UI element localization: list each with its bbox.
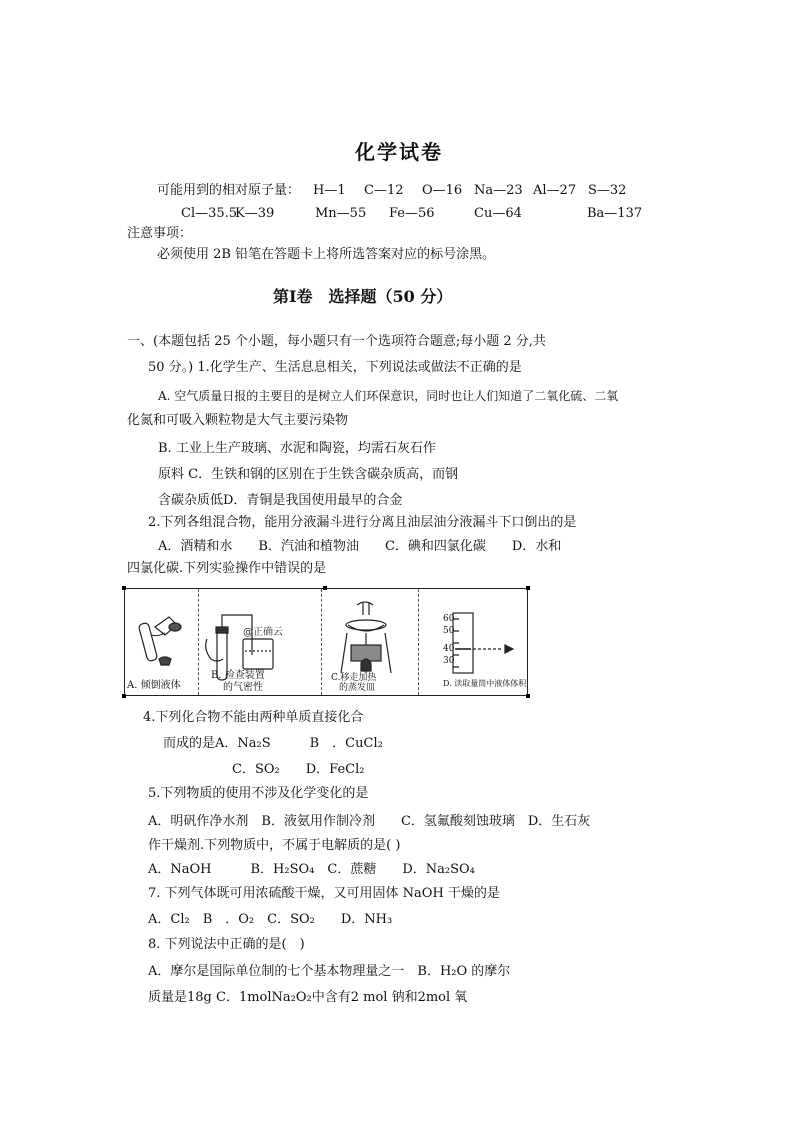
mass-cu: Cu—64 xyxy=(474,206,522,221)
mass-fe: Fe—56 xyxy=(389,206,435,221)
q1-option-a-cont: 化氮和可吸入颗粒物是大气主要污染物 xyxy=(127,413,349,428)
caption-a: A. 倾倒液体 xyxy=(127,680,181,691)
cylinder-tick-30: 30 xyxy=(443,656,455,666)
caption-b1: B. 检查装置 xyxy=(211,670,265,681)
q4-options: C．SO₂ D．FeCl₂ xyxy=(232,762,365,777)
caption-d: D. 读取量筒中液体体积 xyxy=(443,679,527,688)
caption-c1: C.移走加热 xyxy=(331,673,377,683)
mass-o: O—16 xyxy=(422,183,463,198)
caption-b2: 的气密性 xyxy=(223,682,263,693)
caption-c2: 的蒸发皿 xyxy=(339,683,376,693)
cylinder-tick-40: 40 xyxy=(443,644,455,654)
q2-stem: 2.下列各组混合物，能用分液漏斗进行分离且油层油分液漏斗下口倒出的是 xyxy=(148,515,577,530)
experiment-figure xyxy=(124,588,528,696)
notes-text: 必须使用 2B 铅笔在答题卡上将所选答案对应的标号涂黑。 xyxy=(157,247,496,262)
mass-mn: Mn—55 xyxy=(315,206,367,221)
mass-ba: Ba—137 xyxy=(587,206,643,221)
notes-heading: 注意事项： xyxy=(127,226,193,241)
mass-al: Al—27 xyxy=(533,183,577,198)
q4-stem-cont: 而成的是A．Na₂S B ．CuCl₂ xyxy=(163,736,383,751)
mass-s: S—32 xyxy=(588,183,627,198)
cylinder-tick-50: 50 xyxy=(443,626,455,636)
q1-option-a: A. 空气质量日报的主要目的是树立人们环保意识，同时也让人们知道了二氧化硫、二氧 xyxy=(158,389,619,403)
q2-options: A．酒精和水 B．汽油和植物油 C．碘和四氯化碳 D．水和 xyxy=(158,539,562,554)
instruction-line: 一、(本题包括 25 个小题，每小题只有一个选项符合题意;每小题 2 分,共 xyxy=(127,334,546,349)
q5-stem: 5.下列物质的使用不涉及化学变化的是 xyxy=(148,786,369,801)
pouring-liquid-diagram xyxy=(138,617,181,665)
q5-options: A．明矾作净水剂 B．液氨用作制冷剂 C．氢氟酸刻蚀玻璃 D．生石灰 xyxy=(148,814,591,829)
q8-line2: 质量是18g C．1molNa₂O₂中含有2 mol 钠和2mol 氧 xyxy=(148,990,468,1005)
q6-options: A．NaOH B．H₂SO₄ C．蔗糖 D．Na₂SO₄ xyxy=(148,862,475,877)
q7-stem: 7. 下列气体既可用浓硫酸干燥，又可用固体 NaOH 干燥的是 xyxy=(148,886,500,901)
q1-option-d: 含碳杂质低D．青铜是我国使用最早的合金 xyxy=(158,493,403,508)
q1-option-b: B. 工业上生产玻璃、水泥和陶瓷，均需石灰石作 xyxy=(158,441,436,456)
q6-stem: 作干燥剂.下列物质中，不属于电解质的是( ) xyxy=(148,838,401,853)
atomic-masses-label: 可能用到的相对原子量： xyxy=(157,183,301,198)
section-title: 第Ⅰ卷 选择题（50 分） xyxy=(273,287,453,306)
q8-stem: 8. 下列说法中正确的是( ) xyxy=(148,937,305,952)
mass-cl: Cl—35.5 xyxy=(181,206,238,221)
evaporating-dish-diagram xyxy=(341,602,391,673)
q7-options: A．Cl₂ B ．O₂ C．SO₂ D．NH₃ xyxy=(148,912,393,927)
page-title: 化学试卷 xyxy=(355,140,443,164)
mass-na: Na—23 xyxy=(474,183,523,198)
mass-k: K—39 xyxy=(235,206,275,221)
q1-stem: 50 分。) 1.化学生产、生活息息相关，下列说法或做法不正确的是 xyxy=(148,360,522,375)
measuring-cylinder-diagram xyxy=(453,613,513,673)
q4-stem: 4.下列化合物不能由两种单质直接化合 xyxy=(143,710,364,725)
q8-line1: A．摩尔是国际单位制的七个基本物理量之一 B．H₂O 的摩尔 xyxy=(148,964,511,979)
mass-c: C—12 xyxy=(364,183,404,198)
q1-option-c: 原料 C．生铁和钢的区别在于生铁含碳杂质高，而钢 xyxy=(158,467,459,482)
q3-stem: 四氯化碳.下列实验操作中错误的是 xyxy=(127,561,327,576)
mass-h: H—1 xyxy=(313,183,346,198)
watermark: @正确云 xyxy=(243,627,283,638)
cylinder-tick-60: 60 xyxy=(443,614,455,624)
